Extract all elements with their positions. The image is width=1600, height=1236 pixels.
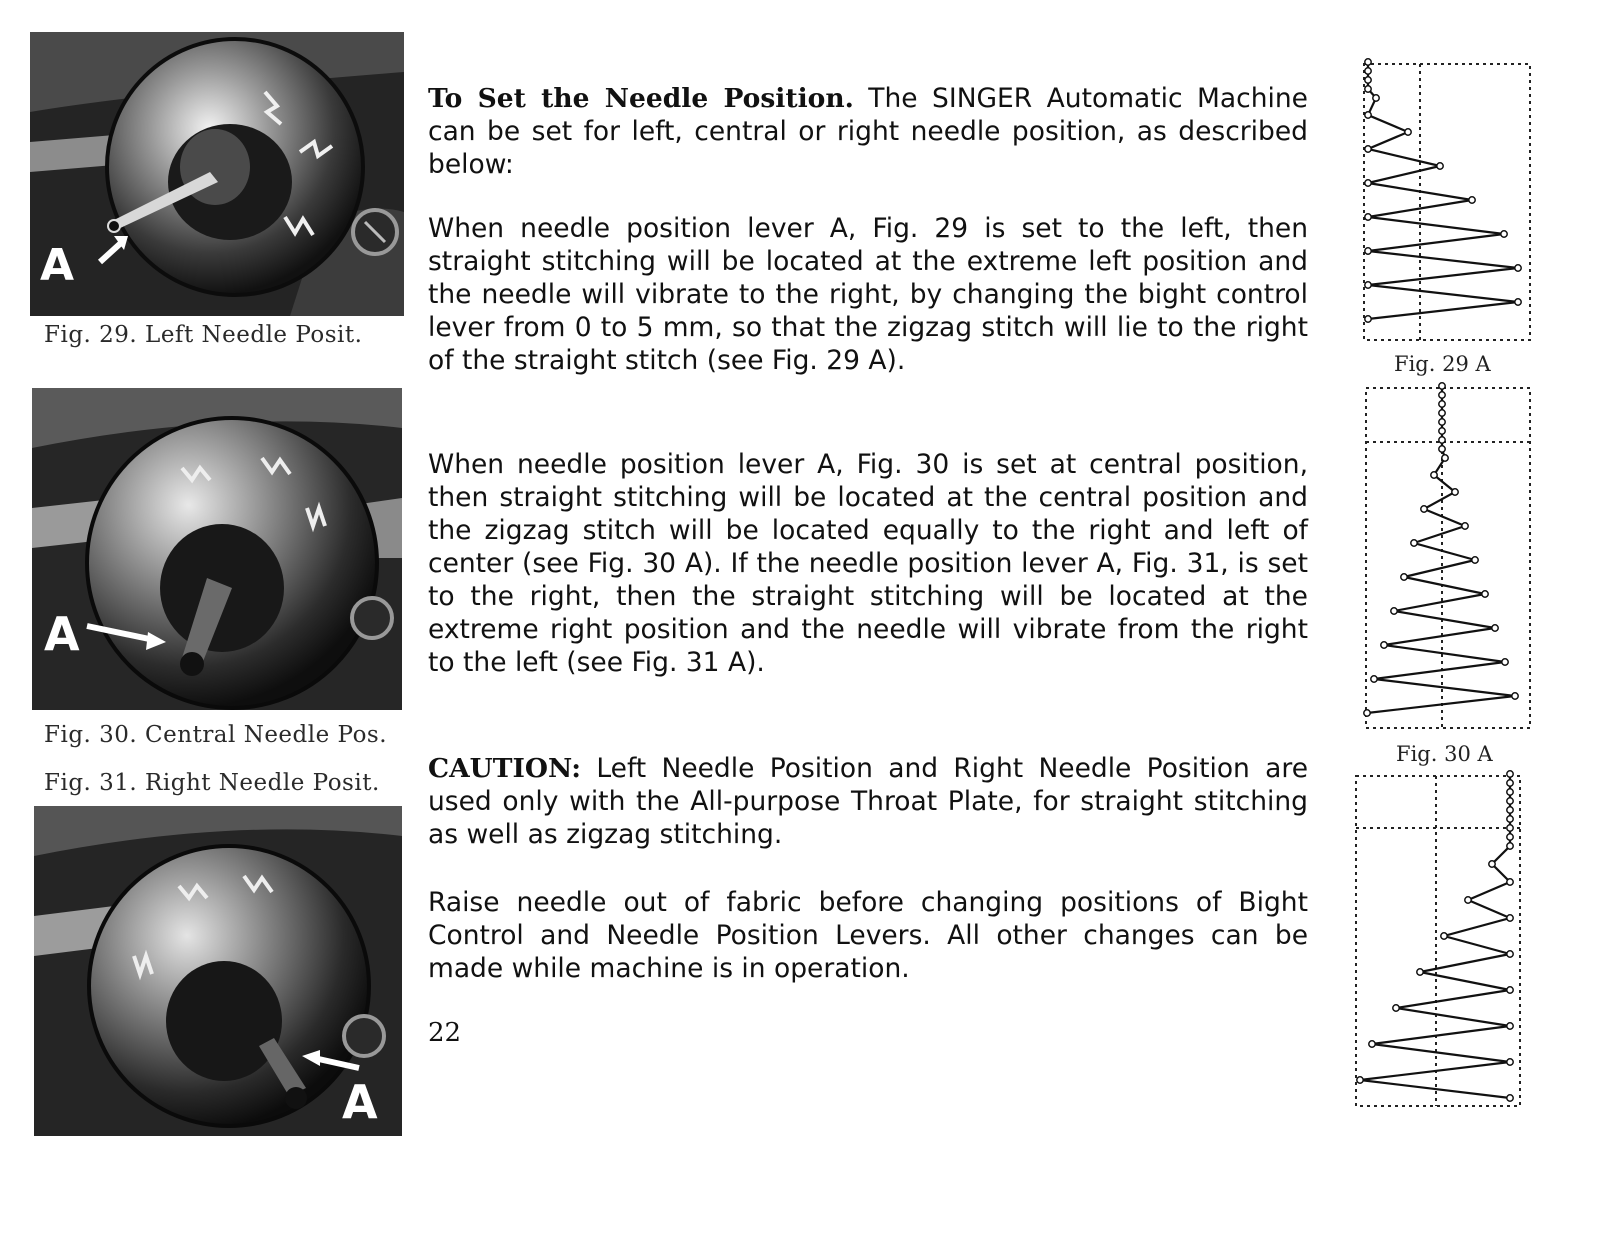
stitch-point xyxy=(1507,789,1513,795)
stitch-point xyxy=(1365,180,1371,186)
stitch-point xyxy=(1507,1095,1513,1101)
stitch-point xyxy=(1515,299,1521,305)
stitch-point xyxy=(1365,86,1371,92)
fig29-caption: Fig. 29. Left Needle Posit. xyxy=(44,322,363,348)
fig29a-caption: Fig. 29 A xyxy=(1394,352,1491,376)
stitch-point xyxy=(1411,540,1417,546)
stitch-point xyxy=(1381,642,1387,648)
para-central-right-position: When needle position lever A, Fig. 30 is set at central position, then straight stitching will be located at the central position and the zigzag stitch will be located equally to the right and left of center (see Fig. 30 A). If the needle position lever A, Fig. 31, is set to the right, then the straight stitching will be located at the extreme right position and the needle will vibrate from the right to the left (see Fig. 31 A). xyxy=(428,449,1308,678)
stitch-point xyxy=(1365,146,1371,152)
stitch-point xyxy=(1507,834,1513,840)
stitch-point xyxy=(1439,419,1445,425)
stitch-point xyxy=(1373,95,1379,101)
stitch-point xyxy=(1365,112,1371,118)
fig31-lever-label: A xyxy=(342,1075,378,1129)
caution-label: CAUTION: xyxy=(428,753,582,784)
fig30-photo xyxy=(32,388,402,710)
stitch-point xyxy=(1507,807,1513,813)
stitch-point xyxy=(1489,861,1495,867)
para-raise-needle: Raise needle out of fabric before changing positions of Bight Control and Needle Position Levers. All other changes can be made while machine is in operation. xyxy=(428,887,1308,984)
fig29a-stitch-diagram xyxy=(1360,36,1538,346)
stitch-line xyxy=(1368,62,1518,319)
stitch-point xyxy=(1469,197,1475,203)
stitch-point xyxy=(1365,282,1371,288)
para-left-position: When needle position lever A, Fig. 29 is set to the left, then straight stitching will be located at the extreme left position and the needle will vibrate to the right, by changing the bight control lever from 0 to 5 mm, so that the zigzag stitch will lie to the right of the straight stitch (see Fig. 29 A). xyxy=(428,213,1308,376)
stitch-point xyxy=(1439,428,1445,434)
stitch-frame xyxy=(1356,776,1520,1106)
page-number: 22 xyxy=(428,1018,462,1048)
stitch-point xyxy=(1502,659,1508,665)
stitch-point xyxy=(1371,676,1377,682)
stitch-point xyxy=(1507,1059,1513,1065)
stitch-point xyxy=(1507,825,1513,831)
left-position-paragraph xyxy=(428,212,1308,377)
stitch-point xyxy=(1439,446,1445,452)
stitch-point xyxy=(1507,987,1513,993)
stitch-point xyxy=(1507,915,1513,921)
stitch-point xyxy=(1437,163,1443,169)
fig30-lever-label: A xyxy=(44,607,80,661)
fig31a-stitch-diagram xyxy=(1352,768,1528,1112)
caution-text: Left Needle Position and Right Needle Position are used only with the All-purpose Throat Plate, for straight stitching as well as zigzag stitching. xyxy=(428,753,1308,850)
stitch-point xyxy=(1365,316,1371,322)
caution-paragraph xyxy=(428,752,1308,851)
stitch-point xyxy=(1492,625,1498,631)
stitch-point xyxy=(1401,574,1407,580)
stitch-point xyxy=(1442,455,1448,461)
stitch-point xyxy=(1357,1077,1363,1083)
stitch-point xyxy=(1507,771,1513,777)
fig30a-stitch-diagram-svg xyxy=(1362,382,1538,734)
fig30a-caption: Fig. 30 A xyxy=(1396,742,1493,766)
stitch-point xyxy=(1439,392,1445,398)
fig30-caption: Fig. 30. Central Needle Pos. xyxy=(44,722,388,748)
fig29a-stitch-diagram-svg xyxy=(1360,36,1538,346)
stitch-point xyxy=(1365,248,1371,254)
stitch-point xyxy=(1365,68,1371,74)
stitch-point xyxy=(1465,897,1471,903)
stitch-point xyxy=(1441,933,1447,939)
stitch-point xyxy=(1515,265,1521,271)
stitch-point xyxy=(1452,489,1458,495)
fig29-photo xyxy=(30,32,404,316)
stitch-point xyxy=(1431,472,1437,478)
intro-paragraph xyxy=(428,82,1308,181)
fig31a-stitch-diagram-svg xyxy=(1352,768,1528,1112)
stitch-point xyxy=(1364,710,1370,716)
stitch-point xyxy=(1507,843,1513,849)
section-heading: To Set the Needle Position. xyxy=(428,83,854,114)
raise-needle-paragraph xyxy=(428,886,1308,985)
stitch-point xyxy=(1482,591,1488,597)
stitch-point xyxy=(1501,231,1507,237)
stitch-point xyxy=(1439,401,1445,407)
stitch-point xyxy=(1391,608,1397,614)
stitch-point xyxy=(1439,410,1445,416)
stitch-point xyxy=(1507,879,1513,885)
stitch-point xyxy=(1417,969,1423,975)
stitch-point xyxy=(1365,214,1371,220)
stitch-point xyxy=(1369,1041,1375,1047)
stitch-point xyxy=(1472,557,1478,563)
stitch-frame xyxy=(1364,64,1530,340)
stitch-point xyxy=(1462,523,1468,529)
fig31-photo xyxy=(34,806,402,1136)
fig30a-stitch-diagram xyxy=(1362,382,1538,734)
stitch-point xyxy=(1507,798,1513,804)
stitch-point xyxy=(1365,77,1371,83)
fig29-lever-label: A xyxy=(40,240,75,291)
stitch-point xyxy=(1439,437,1445,443)
stitch-point xyxy=(1512,693,1518,699)
fig31-caption: Fig. 31. Right Needle Posit. xyxy=(44,770,380,796)
stitch-point xyxy=(1421,506,1427,512)
stitch-point xyxy=(1405,129,1411,135)
stitch-point xyxy=(1507,1023,1513,1029)
central-right-paragraph xyxy=(428,448,1308,679)
stitch-point xyxy=(1393,1005,1399,1011)
stitch-point xyxy=(1507,780,1513,786)
stitch-point xyxy=(1365,59,1371,65)
intro-text: The SINGER Automatic Machine can be set for left, central or right needle position, as described below: xyxy=(428,83,1308,180)
stitch-point xyxy=(1439,383,1445,389)
stitch-point xyxy=(1507,951,1513,957)
stitch-point xyxy=(1507,816,1513,822)
